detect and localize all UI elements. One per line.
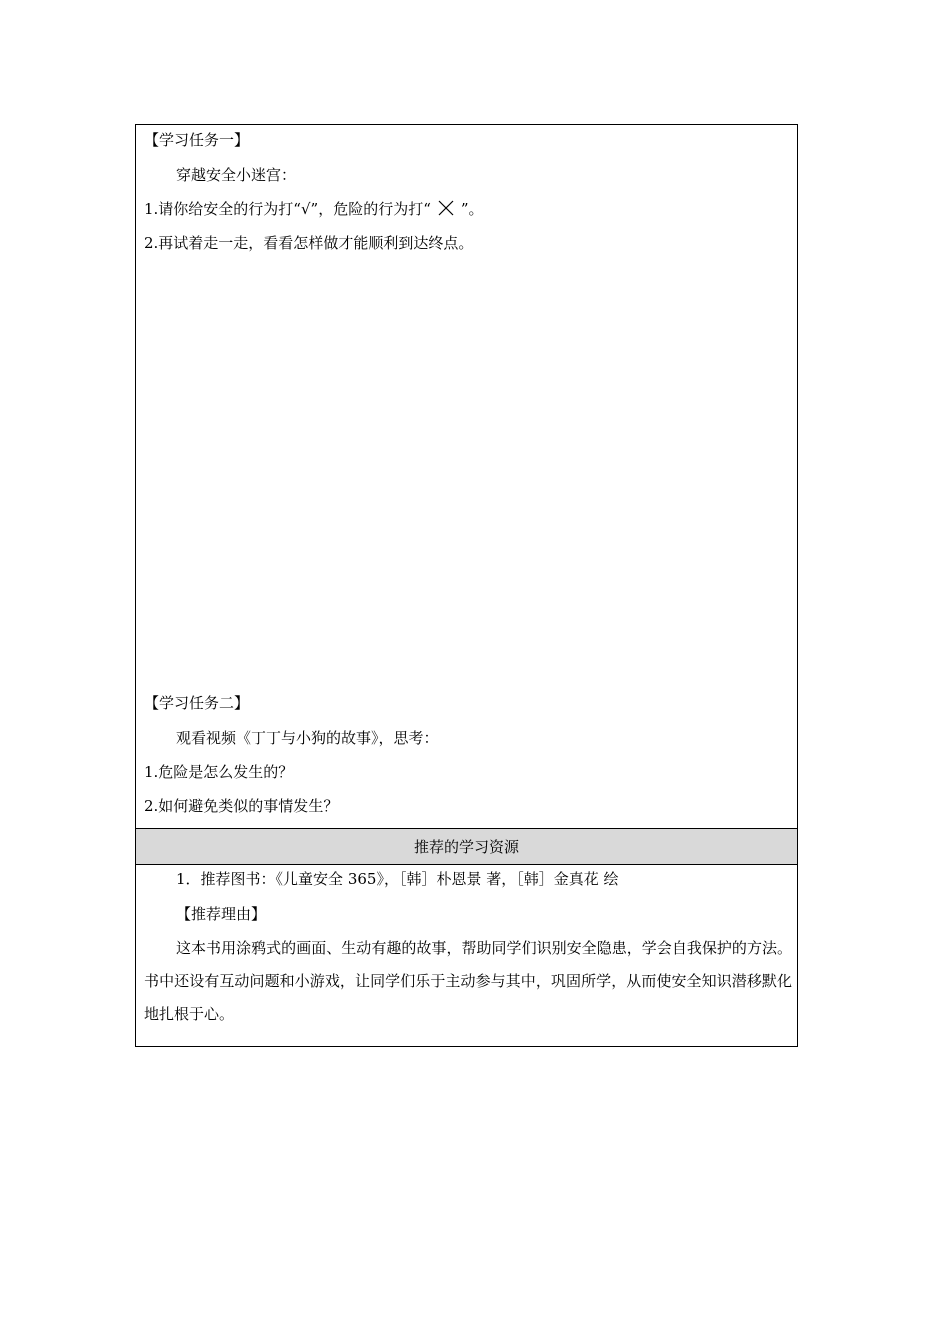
task2-title: 【学习任务二】 — [144, 694, 250, 712]
cross-mark-icon — [437, 199, 455, 217]
resources-cell — [136, 865, 797, 1046]
recommended-book: 1．推荐图书：《儿童安全 365》，［韩］朴恩景 著，［韩］金真花 绘 — [176, 870, 619, 888]
resources-header-label: 推荐的学习资源 — [413, 838, 519, 856]
task2-item1: 1.危险是怎么发生的？ — [144, 763, 294, 781]
task1-title: 【学习任务一】 — [144, 131, 250, 149]
task2-intro: 观看视频《丁丁与小狗的故事》，思考： — [176, 729, 439, 747]
learning-tasks-cell — [136, 125, 797, 829]
task1-item1-end: ”。 — [460, 200, 484, 218]
task1-intro: 穿越安全小迷宫： — [176, 166, 297, 184]
task1-item2: 2.再试着走一走，看看怎样做才能顺利到达终点。 — [144, 234, 474, 252]
reason-text: 这本书用涂鸦式的画面、生动有趣的故事，帮助同学们识别安全隐患，学会自我保护的方法。书中还设有互动问题和小游戏，让同学们乐于主动参与其中，巩固所学，从而使安全知识潜移默化地扎根于心。 — [144, 939, 792, 1023]
task1-item1 — [144, 199, 484, 219]
resources-header — [136, 829, 797, 865]
reason-title: 【推荐理由】 — [176, 905, 267, 923]
worksheet-table — [135, 124, 798, 1047]
task2-item2: 2.如何避免类似的事情发生？ — [144, 797, 339, 815]
task1-item1-text: 1.请你给安全的行为打“√”，危险的行为打“ — [144, 200, 431, 218]
